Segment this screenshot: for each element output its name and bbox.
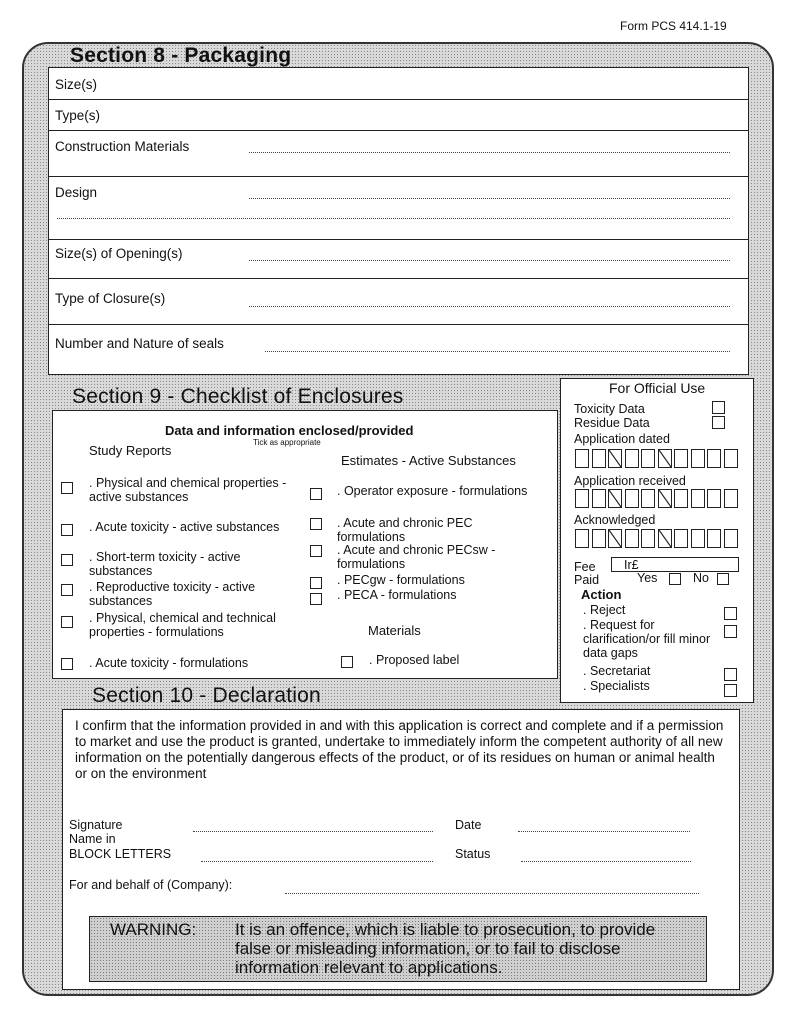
date-digit-cell[interactable] xyxy=(625,529,639,548)
company-label: For and behalf of (Company): xyxy=(69,878,233,892)
checkbox-physical-chemical[interactable] xyxy=(61,482,73,494)
item-physical-chemical: . Physical and chemical properties - active substances xyxy=(89,476,287,504)
item-pec-a: . PECA - formulations xyxy=(337,588,457,602)
date-digit-cell[interactable] xyxy=(625,449,639,468)
name-in-label: Name in xyxy=(69,832,116,846)
date-digit-cell[interactable] xyxy=(641,489,655,508)
field-label: Type(s) xyxy=(55,108,101,123)
signature-label: Signature xyxy=(69,818,123,832)
checkbox-toxicity-data[interactable] xyxy=(712,401,725,414)
study-reports-heading: Study Reports xyxy=(89,443,172,458)
section8-title: Section 8 - Packaging xyxy=(70,44,292,67)
action-specialists: . Specialists xyxy=(583,679,650,693)
estimates-heading: Estimates - Active Substances xyxy=(341,453,516,468)
packaging-row-types[interactable] xyxy=(49,99,748,131)
status-line[interactable] xyxy=(521,861,691,862)
entry-line xyxy=(249,260,730,261)
checkbox-paid-no[interactable] xyxy=(717,573,729,585)
packaging-row-design[interactable] xyxy=(49,176,748,240)
entry-line xyxy=(265,351,730,352)
field-label: Size(s) xyxy=(55,77,98,92)
section10-title: Section 10 - Declaration xyxy=(92,684,321,707)
date-digit-cell[interactable] xyxy=(724,489,738,508)
date-digit-cell[interactable] xyxy=(641,529,655,548)
checklist-heading: Data and information enclosed/provided xyxy=(165,423,414,438)
form-number: Form PCS 414.1-19 xyxy=(620,19,727,33)
item-proposed-label: . Proposed label xyxy=(369,653,460,667)
block-letters-label: BLOCK LETTERS xyxy=(69,847,172,861)
action-secretariat: . Secretariat xyxy=(583,664,651,678)
entry-line xyxy=(57,218,730,219)
date-digit-cell[interactable] xyxy=(575,529,589,548)
item-pec-gw: . PECgw - formulations xyxy=(337,573,465,587)
fee-label: Fee xyxy=(574,560,596,574)
application-received-label: Application received xyxy=(574,474,686,488)
action-request-clarification: . Request for clarification/or fill minor data gaps xyxy=(583,618,711,660)
warning-box xyxy=(89,916,707,982)
warning-text: It is an offence, which is liable to prosecution, to provide false or misleading information, or to fail to disclose information relevant to applications. xyxy=(235,920,656,977)
packaging-row-closure[interactable] xyxy=(49,278,748,325)
checkbox-pec[interactable] xyxy=(310,518,322,530)
date-digit-cell[interactable] xyxy=(592,449,606,468)
date-digit-cell[interactable] xyxy=(625,489,639,508)
tick-note: Tick as appropriate xyxy=(253,438,321,447)
checkbox-paid-yes[interactable] xyxy=(669,573,681,585)
checkbox-operator-exposure[interactable] xyxy=(310,488,322,500)
checkbox-pec-sw[interactable] xyxy=(310,545,322,557)
action-reject: . Reject xyxy=(583,603,626,617)
packaging-row-construction[interactable] xyxy=(49,130,748,177)
checkbox-pec-gw[interactable] xyxy=(310,577,322,589)
item-pec: . Acute and chronic PEC formulations xyxy=(337,516,473,544)
item-pec-sw: . Acute and chronic PECsw - formulations xyxy=(337,543,496,571)
checkbox-reproductive-toxicity[interactable] xyxy=(61,584,73,596)
packaging-table xyxy=(48,67,749,375)
date-cells-acknowledged[interactable] xyxy=(575,529,743,549)
date-separator xyxy=(658,449,672,468)
entry-line xyxy=(249,198,730,199)
date-line[interactable] xyxy=(518,831,690,832)
item-reproductive-toxicity: . Reproductive toxicity - active substances xyxy=(89,580,256,608)
checkbox-acute-toxicity[interactable] xyxy=(61,524,73,536)
date-separator xyxy=(658,529,672,548)
date-digit-cell[interactable] xyxy=(575,489,589,508)
field-label: Design xyxy=(55,185,98,200)
status-label: Status xyxy=(455,847,491,861)
warning-label: WARNING: xyxy=(110,920,197,939)
name-line[interactable] xyxy=(201,861,433,862)
checkbox-secretariat[interactable] xyxy=(724,668,737,681)
section9-title: Section 9 - Checklist of Enclosures xyxy=(72,385,404,408)
date-digit-cell[interactable] xyxy=(691,529,705,548)
application-dated-label: Application dated xyxy=(574,432,670,446)
item-acute-toxicity: . Acute toxicity - active substances xyxy=(89,520,280,534)
packaging-row-seals[interactable] xyxy=(49,324,748,372)
packaging-row-sizes[interactable] xyxy=(49,68,748,100)
official-use-title: For Official Use xyxy=(609,380,706,396)
date-label: Date xyxy=(455,818,482,832)
date-cells-application-dated[interactable] xyxy=(575,449,743,469)
residue-data-label: Residue Data xyxy=(574,416,650,430)
date-digit-cell[interactable] xyxy=(691,449,705,468)
item-short-term-toxicity: . Short-term toxicity - active substances xyxy=(89,550,241,578)
field-label: Number and Nature of seals xyxy=(55,336,224,351)
date-digit-cell[interactable] xyxy=(707,449,721,468)
declaration-box xyxy=(62,709,740,990)
date-digit-cell[interactable] xyxy=(674,489,688,508)
item-acute-toxicity-formulations: . Acute toxicity - formulations xyxy=(89,656,249,670)
fee-input[interactable]: Ir£ xyxy=(611,557,739,572)
date-digit-cell[interactable] xyxy=(641,449,655,468)
date-digit-cell[interactable] xyxy=(592,489,606,508)
field-label: Type of Closure(s) xyxy=(55,291,166,306)
item-operator-exposure: . Operator exposure - formulations xyxy=(337,484,528,498)
date-separator xyxy=(658,489,672,508)
date-digit-cell[interactable] xyxy=(707,529,721,548)
checkbox-acute-toxicity-formulations[interactable] xyxy=(61,658,73,670)
declaration-text: I confirm that the information provided in and with this application is correct and complete and if a permission to market and use the product is granted, undertake to immediately inform the competent authority of all new information on the potentially dangerous effects of the product, or of its residues on human or animal health or on the environment xyxy=(75,718,724,781)
date-digit-cell[interactable] xyxy=(575,449,589,468)
signature-line[interactable] xyxy=(193,831,433,832)
paid-label: Paid xyxy=(574,573,600,587)
checkbox-residue-data[interactable] xyxy=(712,416,725,429)
checkbox-request-clarification[interactable] xyxy=(724,625,737,638)
date-separator xyxy=(608,529,622,548)
date-digit-cell[interactable] xyxy=(724,529,738,548)
yes-label: Yes xyxy=(637,571,658,585)
entry-line xyxy=(249,152,730,153)
checkbox-short-term-toxicity[interactable] xyxy=(61,554,73,566)
date-digit-cell[interactable] xyxy=(707,489,721,508)
no-label: No xyxy=(693,571,709,585)
field-label: Size(s) of Opening(s) xyxy=(55,246,183,261)
checklist-box xyxy=(52,410,558,679)
field-label: Construction Materials xyxy=(55,139,190,154)
item-technical-properties: . Physical, chemical and technical properties - formulations xyxy=(89,611,276,639)
checkbox-technical-properties[interactable] xyxy=(61,616,73,628)
date-digit-cell[interactable] xyxy=(724,449,738,468)
date-cells-application-received[interactable] xyxy=(575,489,743,509)
checkbox-specialists[interactable] xyxy=(724,684,737,697)
date-digit-cell[interactable] xyxy=(674,449,688,468)
toxicity-data-label: Toxicity Data xyxy=(574,402,645,416)
checkbox-proposed-label[interactable] xyxy=(341,656,353,668)
acknowledged-label: Acknowledged xyxy=(574,513,656,527)
date-digit-cell[interactable] xyxy=(691,489,705,508)
entry-line xyxy=(249,306,730,307)
checkbox-pec-a[interactable] xyxy=(310,593,322,605)
company-line[interactable] xyxy=(285,893,699,894)
date-separator xyxy=(608,449,622,468)
date-digit-cell[interactable] xyxy=(674,529,688,548)
materials-heading: Materials xyxy=(368,623,421,638)
action-heading: Action xyxy=(581,587,622,602)
official-use-box xyxy=(560,378,754,703)
date-digit-cell[interactable] xyxy=(592,529,606,548)
date-separator xyxy=(608,489,622,508)
packaging-row-opening[interactable] xyxy=(49,239,748,279)
